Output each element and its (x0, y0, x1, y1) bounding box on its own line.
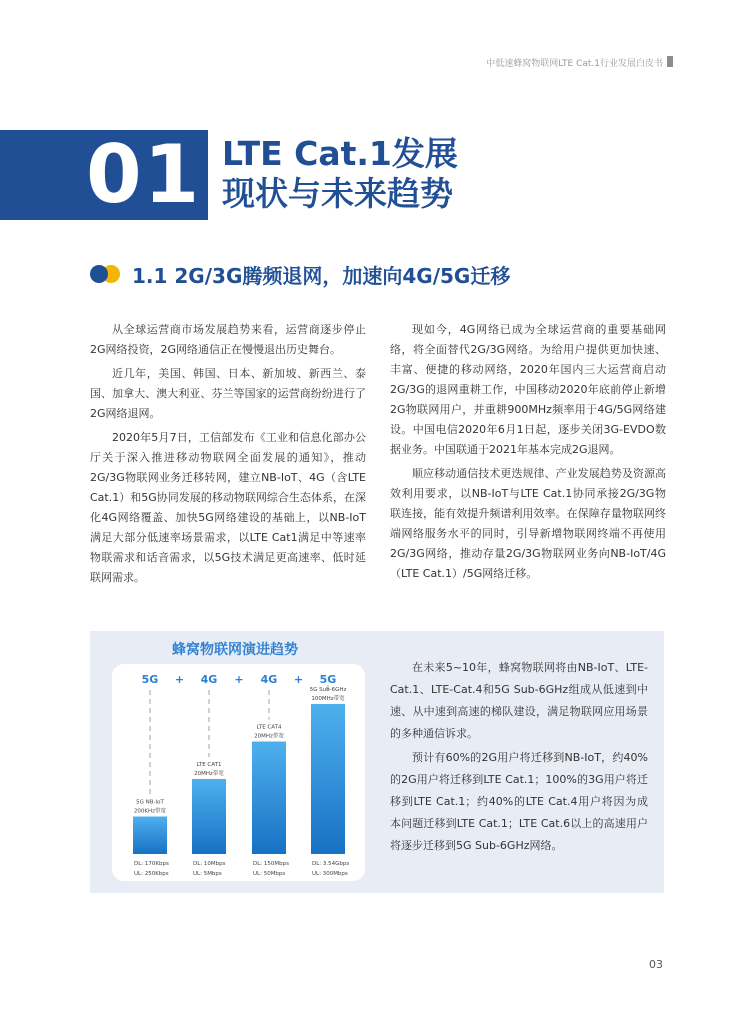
downlink-label: DL: 150Mbps (253, 861, 289, 867)
bar (192, 779, 226, 854)
chapter-title-line-1: LTE Cat.1发展 (222, 134, 458, 173)
plus-separator: + (174, 673, 185, 686)
plus-separator: + (293, 673, 304, 686)
bar-label: 20MHz带宽 (194, 771, 224, 777)
right-column (390, 320, 666, 588)
uplink-label: UL: 250Kbps (134, 871, 169, 877)
bar-label: 20MHz带宽 (254, 733, 284, 740)
paragraph: 现如今，4G网络已成为全球运营商的重要基础网络，将全面替代2G/3G网络。为给用户提供更加快速、丰富、便捷的移动网络，2020年国内三大运营商启动2G/3G的退网重耕工作，中国移动2020年底前停止新增2G物联网用户，并重耕900MHz频率用于4G/5G网络建设。中国电信2020年6月1日起，逐步关闭3G-EVDO数据业务。中国联通于2021年基本完成2G退网。 (390, 323, 666, 456)
plus-separator: + (234, 673, 244, 686)
section-bullet-blue (90, 265, 108, 283)
chart-title: 蜂窝物联网演进趋势 (172, 642, 298, 658)
paragraph: 顺应移动通信技术更迭规律、产业发展趋势及资源高效利用要求，以NB-IoT与LTE Cat.1协同承接2G/3G物联连接，能有效提升频谱利用效率。在保障存量物联网终端网络服务水平的同时，引导新增物联网终端不再使用2G/3G网络，推动存量2G/3G物联网业务向NB-IoT/4G（LTE Cat.1）/5G网络迁移。 (390, 467, 666, 580)
bar-label: 100MHz带宽 (311, 696, 345, 702)
running-header: 中低速蜂窝物联网LTE Cat.1行业发展白皮书 (486, 59, 663, 69)
bar (311, 704, 345, 854)
uplink-label: UL: 300Mbps (312, 871, 348, 877)
bar-label: LTE CAT4 (256, 724, 282, 731)
category-label: 5G (319, 673, 337, 686)
category-label: 4G (200, 673, 218, 686)
chapter-title (222, 134, 458, 214)
category-label: 4G (260, 673, 278, 686)
bar-label: 200KHz带宽 (133, 808, 167, 815)
evolution-chart (112, 664, 365, 881)
downlink-label: DL: 3.54Gbps (312, 861, 350, 867)
bar-label: LTE CAT1 (196, 762, 222, 768)
bar-label: 5G NB-IoT (136, 799, 164, 806)
paragraph: 预计有60%的2G用户将迁移到NB-IoT，约40%的2G用户将迁移到LTE Cat.1；100%的3G用户将迁移到LTE Cat.1；约40%的LTE Cat.4用户将因为成本问题迁移到LTE Cat.1；LTE Cat.6以上的高速用户将逐步迁移到5G Sub-6GHz网络。 (390, 751, 648, 852)
paragraph: 2020年5月7日，工信部发布《工业和信息化部办公厅关于深入推进移动物联网全面发展的通知》，推动2G/3G物联网业务迁移转网，建立NB-IoT、4G（含LTE Cat.1）和5G协同发展的移动物联网综合生态体系，在深化4G网络覆盖、加快5G网络建设的基础上，以NB-IoT满足大部分低速率场景需求，以LTE Cat1满足中等速率物联需求和话音需求，以5G技术满足更高速率、低时延联网需求。 (90, 431, 366, 584)
bar (252, 742, 286, 855)
left-column (90, 320, 366, 592)
panel-text (390, 657, 648, 859)
page-number: 03 (649, 958, 663, 971)
bar (133, 817, 167, 855)
section-title: 1.1 2G/3G腾频退网，加速向4G/5G迁移 (132, 263, 511, 288)
header-mark (667, 56, 673, 67)
bar-label: 5G Sub-6GHz (309, 687, 347, 693)
uplink-label: UL: 50Mbps (253, 871, 286, 877)
uplink-label: UL: 5Mbps (193, 871, 222, 877)
paragraph: 近几年，美国、韩国、日本、新加坡、新西兰、泰国、加拿大、澳大利亚、芬兰等国家的运营商纷纷进行了2G网络退网。 (90, 367, 366, 420)
paragraph: 在未来5~10年，蜂窝物联网将由NB-IoT、LTE-Cat.1、LTE-Cat.4和5G Sub-6GHz组成从低速到中速、从中速到高速的梯队建设，满足物联网应用场景的多种通信诉求。 (390, 661, 648, 740)
paragraph: 从全球运营商市场发展趋势来看，运营商逐步停止2G网络投资，2G网络通信正在慢慢退出历史舞台。 (90, 323, 366, 356)
downlink-label: DL: 10Mbps (193, 861, 226, 867)
downlink-label: DL: 170Kbps (134, 861, 169, 867)
chapter-title-line-2: 现状与未来趋势 (222, 174, 453, 213)
category-label: 5G (141, 673, 159, 686)
chapter-number: 01 (86, 128, 202, 221)
section-heading (90, 258, 510, 290)
